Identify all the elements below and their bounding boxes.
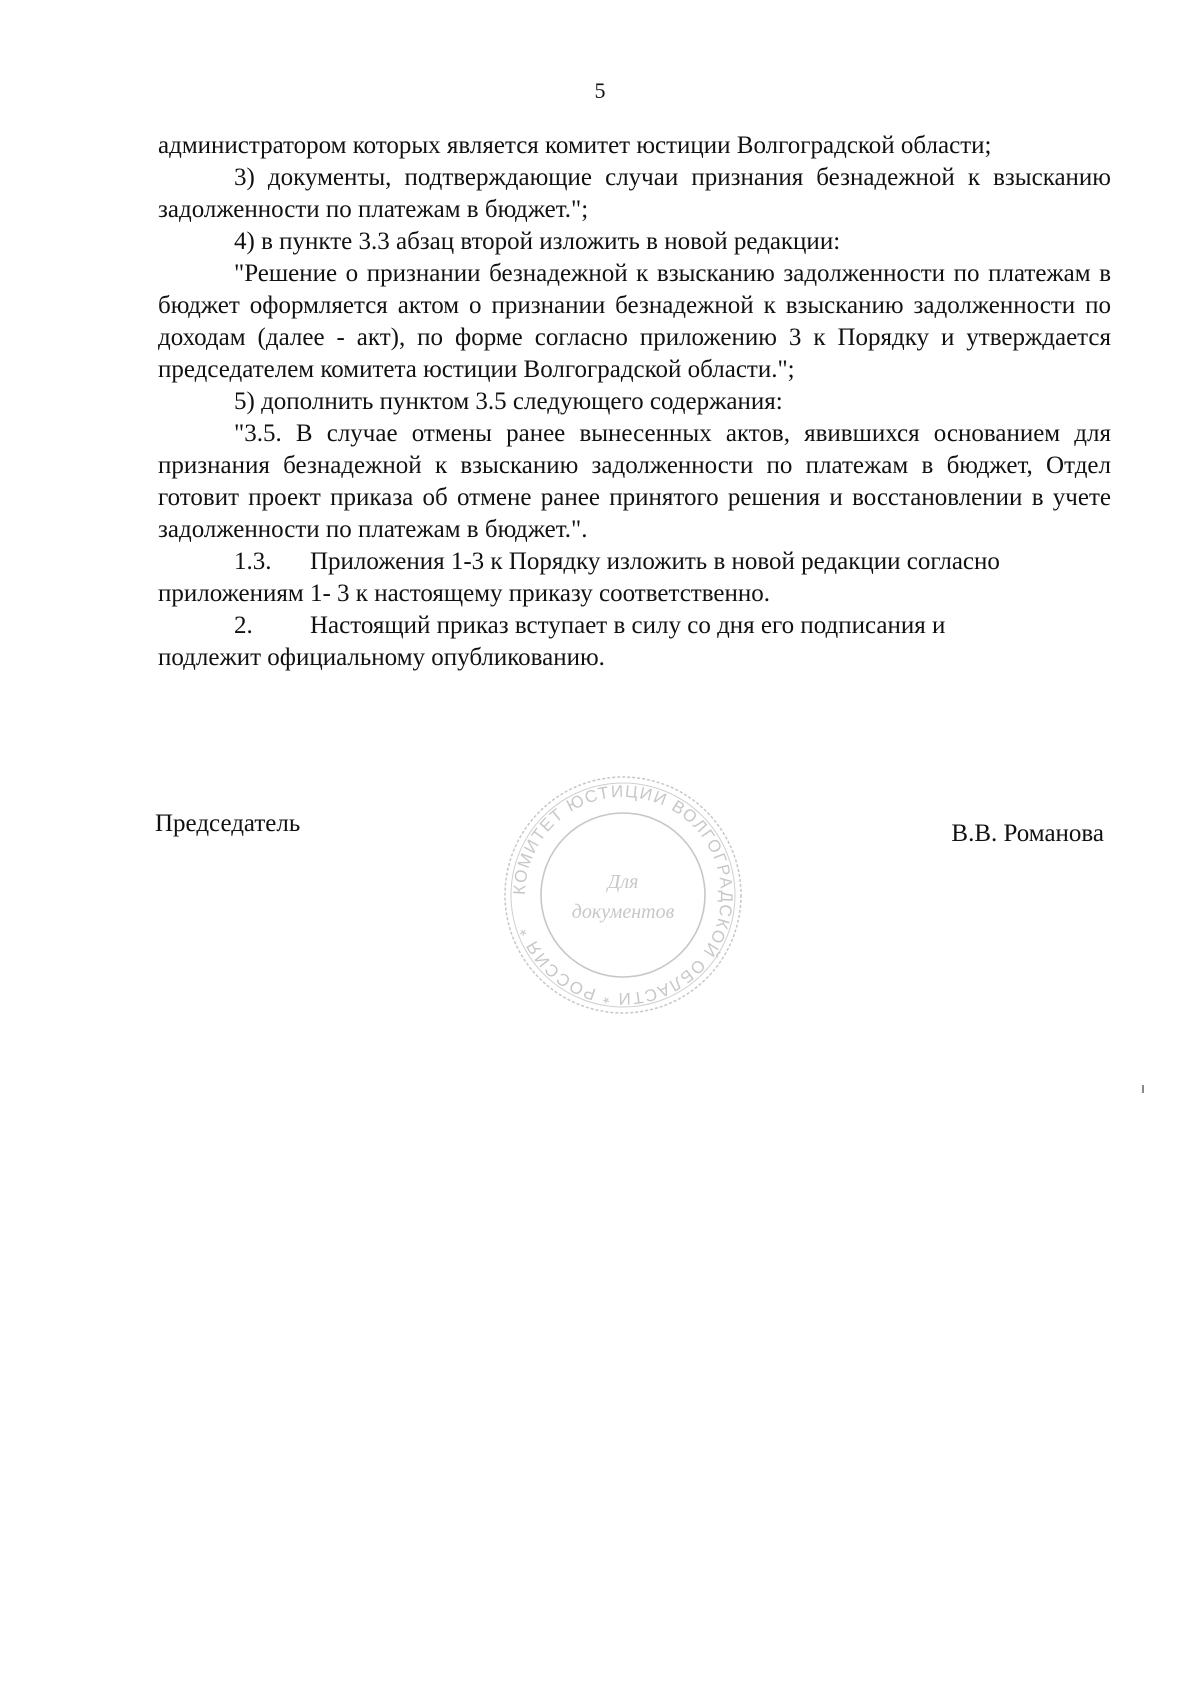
signatory-name: В.В. Романова xyxy=(951,820,1104,847)
clause-2-text: Настоящий приказ вступает в силу со дня его подписания и xyxy=(310,612,946,639)
clause-1-3 xyxy=(158,546,1111,578)
paragraph-continuation: администратором которых является комитет юстиции Волгоградской области; xyxy=(158,132,992,159)
paragraph-item-5: 5) дополнить пунктом 3.5 следующего содержания: xyxy=(234,388,783,415)
seal-center-line-1: Для xyxy=(607,871,639,893)
seal-ring-text: КОМИТЕТ ЮСТИЦИИ ВОЛГОГРАДСКОЙ ОБЛАСТИ * РОССИЯ * xyxy=(509,781,737,1009)
paragraph-item-3: 3) документы, подтверждающие случаи признания безнадежной к взысканию задолженности по платежам в бюджет."; xyxy=(158,164,1111,223)
clause-2-number: 2. xyxy=(234,612,253,639)
signatory-title: Председатель xyxy=(155,810,301,837)
clause-2 xyxy=(158,610,1111,642)
seal-center-line-2: документов xyxy=(571,901,675,923)
page-number: 5 xyxy=(594,78,606,103)
clause-1-3-continuation: приложениям 1- 3 к настоящему приказу соответственно. xyxy=(158,580,770,607)
clause-1-3-text: Приложения 1-3 к Порядку изложить в новой редакции согласно xyxy=(310,548,1000,575)
paragraph-quote-3-5: "3.5. В случае отмены ранее вынесенных актов, явившихся основанием для признания безнадежной к взысканию задолженности по платежам в бюджет, Отдел готовит проект приказа об отмене ранее принятого решения и восстановлении в учете задолженности по платежам в бюджет.". xyxy=(158,420,1111,543)
scan-artifact xyxy=(1142,1085,1144,1093)
official-seal xyxy=(498,770,748,1020)
paragraph-quote-3-3: "Решение о признании безнадежной к взысканию задолженности по платежам в бюджет оформляется актом о признании безнадежной к взысканию задолженности по доходам (далее - акт), по форме согласно приложению 3 к Порядку и утверждается председателем комитета юстиции Волгоградской области."; xyxy=(158,260,1111,383)
seal-graphic xyxy=(498,770,748,1020)
paragraph-item-4: 4) в пункте 3.3 абзац второй изложить в новой редакции: xyxy=(234,228,841,255)
clause-1-3-number: 1.3. xyxy=(234,548,272,575)
document-body xyxy=(158,130,1111,674)
clause-2-continuation: подлежит официальному опубликованию. xyxy=(158,644,605,671)
